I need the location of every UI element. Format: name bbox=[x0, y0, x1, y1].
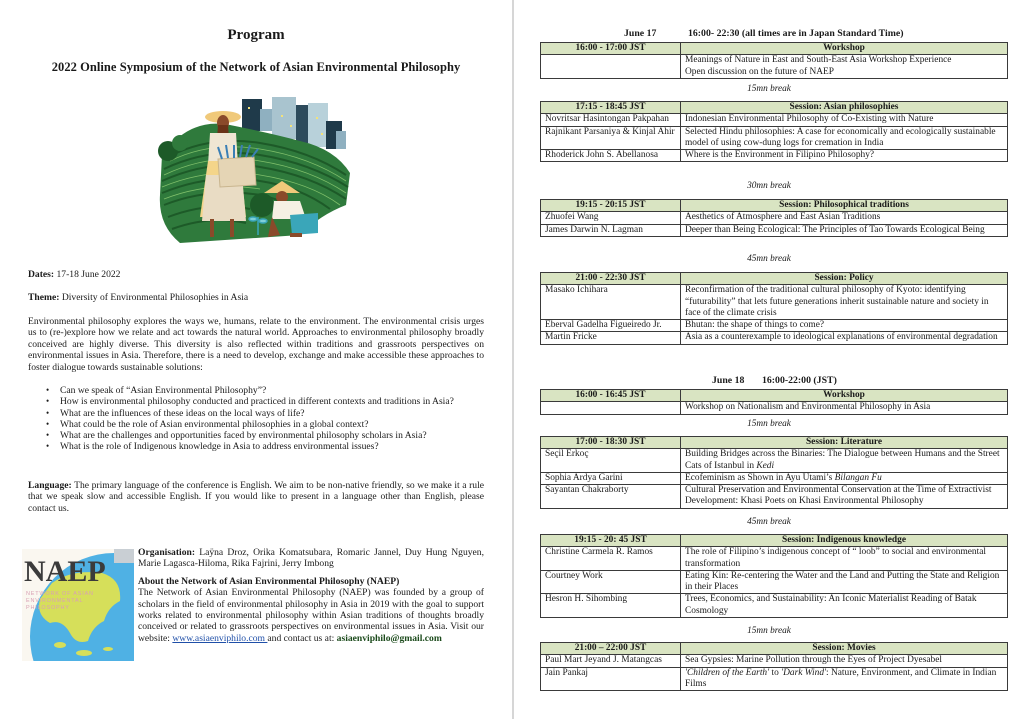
language-label: Language: bbox=[28, 480, 72, 491]
speaker: Seçil Erkoç bbox=[541, 449, 681, 473]
dates-value: 17-18 June 2022 bbox=[54, 269, 121, 280]
session-header-row bbox=[541, 643, 1008, 655]
speaker: Rajnikant Parsaniya & Kinjal Ahir bbox=[541, 126, 681, 150]
question-item: • What are the challenges and opportunities faced by environmental philosophy scholars in Asia? bbox=[60, 430, 484, 441]
session-title: Workshop bbox=[681, 390, 1008, 402]
session-table bbox=[540, 42, 1008, 79]
speaker: Rhoderick John S. Abellanosa bbox=[541, 150, 681, 162]
session-time: 21:00 – 22:00 JST bbox=[541, 643, 681, 655]
intro-paragraph: Environmental philosophy explores the ways we, humans, relate to the environment. The environmental crisis urges us to (re-)explore how we relate and act towards the natural world. Approaches to environmental philosophy broadly conceived are highly diverse. This diversity is also reflected within traditions and grassroots perspectives on environmental issues in Asia. Therefore, there is a need to develop, exchange and make accessible these approaches to foster dialogue towards sustainable solutions: bbox=[28, 316, 484, 373]
table-row bbox=[541, 55, 1008, 79]
talk-title bbox=[681, 55, 1008, 79]
about-text: The Network of Asian Environmental Philosophy (NAEP) was founded by a group of scholars in the field of environmental philosophy in Asia in 2019 with the goal to support works related to environmental philosophy within Asian traditions of thoughts broadly conceived or related to grassroots perspectives on environmental issues in Asia. Visit our website: bbox=[138, 587, 484, 644]
talk-title bbox=[681, 667, 1008, 691]
talk-title: Deeper than Being Ecological: The Principles of Tao Towards Ecological Being bbox=[681, 224, 1008, 236]
talk-text: Ecofeminism as Shown in Ayu Utami’s bbox=[685, 472, 835, 483]
session-table bbox=[540, 642, 1008, 691]
talk-italic: 'Children of the Earth' bbox=[685, 667, 770, 678]
session-header-row bbox=[541, 437, 1008, 449]
session-time: 21:00 - 22:30 JST bbox=[541, 273, 681, 285]
theme-value: Diversity of Environmental Philosophies in Asia bbox=[59, 292, 249, 303]
talk-title: Eating Kin: Re-centering the Water and the Land and Putting the State and Religion in their Places bbox=[681, 570, 1008, 594]
session-title: Session: Policy bbox=[681, 273, 1008, 285]
talk-text: Building Bridges across the Binaries: The Dialogue between Humans and the Street Cats of Istanbul in bbox=[685, 449, 1000, 471]
table-row bbox=[541, 667, 1008, 691]
speaker bbox=[541, 55, 681, 79]
talk-title: Selected Hindu philosophies: A case for economically and ecologically sustainable model of using cow-dung logs for cremation in India bbox=[681, 126, 1008, 150]
symposium-title: 2022 Online Symposium of the Network of Asian Environmental Philosophy bbox=[51, 60, 461, 74]
talk-title: Sea Gypsies: Marine Pollution through the Eyes of Project Dyesabel bbox=[681, 655, 1008, 667]
contact-prefix: and contact us at: bbox=[267, 632, 337, 644]
session-table bbox=[540, 436, 1008, 509]
break-label: 15mn break bbox=[747, 626, 791, 636]
talk-title: The role of Filipino’s indigenous concept of “ loob” to social and environmental transformation bbox=[681, 547, 1008, 571]
about-paragraph bbox=[138, 587, 484, 644]
session-time: 17:15 - 18:45 JST bbox=[541, 102, 681, 114]
speaker: Eberval Gadelha Figueiredo Jr. bbox=[541, 320, 681, 332]
speaker: Sophia Ardya Garini bbox=[541, 472, 681, 484]
talk-italic: Bilangan Fu bbox=[834, 472, 882, 483]
table-row bbox=[541, 449, 1008, 473]
session-header-row bbox=[541, 535, 1008, 547]
talk-title bbox=[681, 472, 1008, 484]
session-header-row bbox=[541, 390, 1008, 402]
table-row bbox=[541, 594, 1008, 618]
svg-text:ENVIRONMENTAL: ENVIRONMENTAL bbox=[26, 598, 84, 604]
break-label: 45mn break bbox=[747, 517, 791, 527]
svg-text:PHILOSOPHY: PHILOSOPHY bbox=[26, 605, 70, 611]
organisation-paragraph bbox=[138, 547, 484, 570]
day-time: 16:00-22:00 (JST) bbox=[762, 375, 837, 386]
organisation-label: Organisation: bbox=[138, 547, 196, 558]
day-time: 16:00- 22:30 (all times are in Japan Standard Time) bbox=[688, 28, 904, 39]
table-row bbox=[541, 570, 1008, 594]
speaker: Jain Pankaj bbox=[541, 667, 681, 691]
session-table bbox=[540, 389, 1008, 415]
talk-title: Reconfirmation of the traditional cultural philosophy of Kyoto: identifying “futurability” that lets future generations inherit sustainable nature and society in face of the climate crisis bbox=[681, 285, 1008, 320]
table-row bbox=[541, 126, 1008, 150]
talk-italic: 'Dark Wind' bbox=[781, 667, 827, 678]
table-row bbox=[541, 485, 1008, 509]
talk-title: Where is the Environment in Filipino Philosophy? bbox=[681, 150, 1008, 162]
table-row bbox=[541, 212, 1008, 224]
naep-logo bbox=[22, 549, 134, 661]
talk-title: Bhutan: the shape of things to come? bbox=[681, 320, 1008, 332]
table-row bbox=[541, 150, 1008, 162]
talk-title: Trees, Economics, and Sustainability: An Iconic Materialist Reading of Batak Cosmology bbox=[681, 594, 1008, 618]
break-label: 30mn break bbox=[747, 181, 791, 191]
logo-text: NAEP bbox=[24, 555, 106, 588]
talk-title bbox=[681, 449, 1008, 473]
about-title: About the Network of Asian Environmental Philosophy (NAEP) bbox=[138, 575, 400, 587]
dates-line bbox=[28, 269, 120, 280]
dates-label: Dates: bbox=[28, 269, 55, 280]
session-title: Session: Movies bbox=[681, 643, 1008, 655]
speaker: Sayantan Chakraborty bbox=[541, 485, 681, 509]
question-item: • What could be the role of Asian environmental philosophies in a global context? bbox=[60, 419, 484, 430]
website-link[interactable]: www.asiaenviphilo.com bbox=[172, 632, 268, 644]
talk-line: Meanings of Nature in East and South-East Asia Workshop Experience bbox=[685, 55, 952, 66]
talk-title: Indonesian Environmental Philosophy of Co-Existing with Nature bbox=[681, 114, 1008, 126]
session-table bbox=[540, 534, 1008, 618]
question-item: • What are the influences of these ideas on the local ways of life? bbox=[60, 408, 484, 419]
table-row bbox=[541, 332, 1008, 344]
session-title: Workshop bbox=[681, 43, 1008, 55]
session-table bbox=[540, 101, 1008, 162]
theme-line bbox=[28, 292, 248, 303]
theme-label: Theme: bbox=[28, 292, 60, 303]
day-date: June 17 bbox=[624, 28, 657, 39]
speaker bbox=[541, 402, 681, 414]
table-row bbox=[541, 114, 1008, 126]
talk-text: to bbox=[769, 667, 782, 678]
language-paragraph bbox=[28, 480, 484, 514]
email-address[interactable]: asiaenviphilo@gmail.com bbox=[336, 632, 442, 644]
talk-title: Asia as a counterexample to ideological explanations of environmental degradation bbox=[681, 332, 1008, 344]
break-label: 45mn break bbox=[747, 254, 791, 264]
table-row bbox=[541, 655, 1008, 667]
talk-title: Workshop on Nationalism and Environmental Philosophy in Asia bbox=[681, 402, 1008, 414]
table-row bbox=[541, 472, 1008, 484]
language-value: The primary language of the conference is English. We aim to be non-native friendly, so we make it a rule that we speak slow and accessible English. If you would like to present in a language other than English, please contact us. bbox=[28, 480, 484, 514]
table-row bbox=[541, 320, 1008, 332]
session-time: 19:15 - 20: 45 JST bbox=[541, 535, 681, 547]
questions-list bbox=[60, 385, 484, 453]
question-item: • Can we speak of “Asian Environmental Philosophy”? bbox=[60, 385, 484, 396]
speaker: Hesron H. Sihombing bbox=[541, 594, 681, 618]
session-time: 16:00 - 17:00 JST bbox=[541, 43, 681, 55]
speaker: Christine Carmela R. Ramos bbox=[541, 547, 681, 571]
speaker: Masako Ichihara bbox=[541, 285, 681, 320]
speaker: Martin Fricke bbox=[541, 332, 681, 344]
talk-line: Open discussion on the future of NAEP bbox=[685, 66, 834, 77]
talk-title: Aesthetics of Atmosphere and East Asian Traditions bbox=[681, 212, 1008, 224]
session-time: 17:00 - 18:30 JST bbox=[541, 437, 681, 449]
session-table bbox=[540, 199, 1008, 237]
page-right bbox=[514, 0, 1024, 719]
speaker: Zhuofei Wang bbox=[541, 212, 681, 224]
table-row bbox=[541, 402, 1008, 414]
talk-italic: Kedi bbox=[756, 460, 775, 471]
session-title: Session: Indigenous knowledge bbox=[681, 535, 1008, 547]
table-row bbox=[541, 224, 1008, 236]
day-date: June 18 bbox=[712, 375, 745, 386]
speaker: James Darwin N. Lagman bbox=[541, 224, 681, 236]
session-time: 19:15 - 20:15 JST bbox=[541, 200, 681, 212]
session-title: Session: Asian philosophies bbox=[681, 102, 1008, 114]
talk-text: : Nature, Environment, and Climate in Indian Films bbox=[685, 667, 997, 689]
table-row bbox=[541, 547, 1008, 571]
speaker: Courtney Work bbox=[541, 570, 681, 594]
organisation-block bbox=[138, 547, 484, 644]
session-table bbox=[540, 272, 1008, 345]
session-header-row bbox=[541, 273, 1008, 285]
session-header-row bbox=[541, 200, 1008, 212]
question-item: • What is the role of Indigenous knowledge in Asia to address environmental issues? bbox=[60, 441, 484, 452]
session-header-row bbox=[541, 102, 1008, 114]
session-time: 16:00 - 16:45 JST bbox=[541, 390, 681, 402]
break-label: 15mn break bbox=[747, 419, 791, 429]
talk-title: Cultural Preservation and Environmental Conservation at the Time of Extractivist Development: Khasi Poets on Khasi Environmental Philosophy bbox=[681, 485, 1008, 509]
session-title: Session: Philosophical traditions bbox=[681, 200, 1008, 212]
rice-terrace-illustration bbox=[150, 95, 360, 245]
table-row bbox=[541, 285, 1008, 320]
organisation-value: Laÿna Droz, Orika Komatsubara, Romaric Jannel, Duy Hung Nguyen, Marie Lagasca-Hiloma, Rika Fajrini, Jerry Imbong bbox=[138, 547, 484, 570]
session-header-row bbox=[541, 43, 1008, 55]
speaker: Paul Mart Jeyand J. Matangcas bbox=[541, 655, 681, 667]
break-label: 15mn break bbox=[747, 84, 791, 94]
question-item: • How is environmental philosophy conducted and practiced in different contexts and traditions in Asia? bbox=[60, 396, 484, 407]
svg-text:NETWORK OF ASIAN: NETWORK OF ASIAN bbox=[26, 591, 94, 597]
session-title: Session: Literature bbox=[681, 437, 1008, 449]
page-title: Program bbox=[227, 27, 285, 43]
speaker: Novritsar Hasintongan Pakpahan bbox=[541, 114, 681, 126]
globe-icon bbox=[22, 549, 134, 661]
